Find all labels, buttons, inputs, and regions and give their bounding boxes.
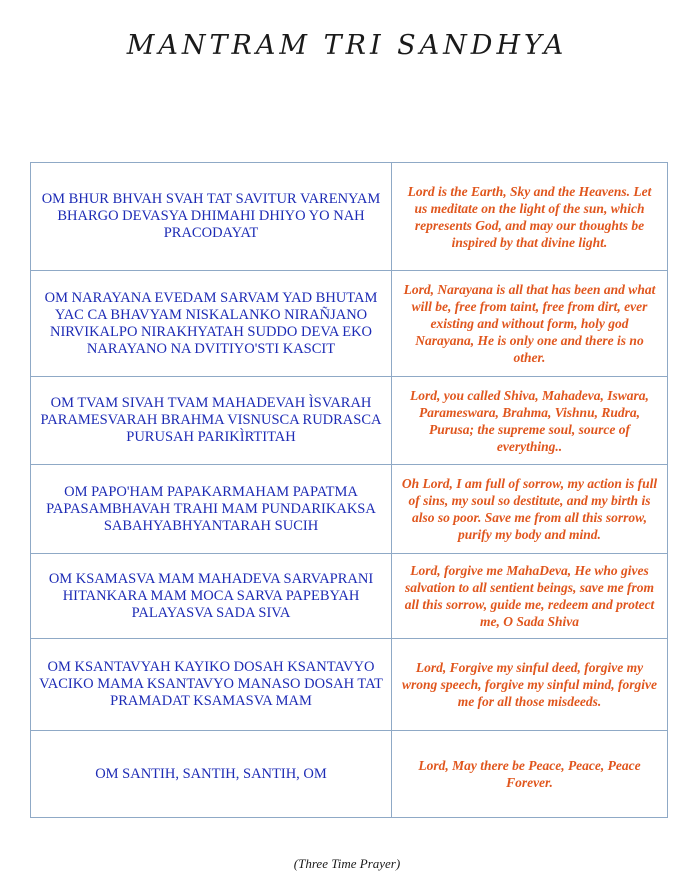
table-row	[31, 639, 668, 731]
translation-text: Lord, forgive me MahaDeva, He who gives salvation to all sentient beings, save me from all this sorrow, guide me, redeem and protect me, O Sada Shiva	[392, 554, 668, 639]
sanskrit-verse: OM TVAM SIVAH TVAM MAHADEVAH ÌSVARAH PARAMESVARAH BRAHMA VISNUSCA RUDRASCA PURUSAH PARIKÌRTITAH	[31, 377, 392, 465]
table-row	[31, 377, 668, 465]
sanskrit-verse: OM BHUR BHVAH SVAH TAT SAVITUR VARENYAM BHARGO DEVASYA DHIMAHI DHIYO YO NAH PRACODAYAT	[31, 163, 392, 271]
sanskrit-verse: OM KSANTAVYAH KAYIKO DOSAH KSANTAVYO VACIKO MAMA KSANTAVYO MANASO DOSAH TAT PRAMADAT KSAMASVA MAM	[31, 639, 392, 731]
table-row	[31, 731, 668, 818]
sanskrit-verse: OM SANTIH, SANTIH, SANTIH, OM	[31, 731, 392, 818]
table-row	[31, 271, 668, 377]
translation-text: Lord, Narayana is all that has been and what will be, free from taint, free from dirt, ever existing and without form, holy god Narayana, He is only one and there is no other.	[392, 271, 668, 377]
translation-text: Oh Lord, I am full of sorrow, my action is full of sins, my soul so destitute, and my birth is also so poor. Save me from all this sorrow, purify my body and mind.	[392, 465, 668, 554]
sanskrit-verse: OM KSAMASVA MAM MAHADEVA SARVAPRANI HITANKARA MAM MOCA SARVA PAPEBYAH PALAYASVA SADA SIVA	[31, 554, 392, 639]
translation-text: Lord, you called Shiva, Mahadeva, Iswara, Parameswara, Brahma, Vishnu, Rudra, Purusa; the supreme soul, source of everything..	[392, 377, 668, 465]
page-title: MANTRAM TRI SANDHYA	[126, 30, 568, 61]
translation-text: Lord, May there be Peace, Peace, Peace Forever.	[392, 731, 668, 818]
prayer-table	[30, 162, 668, 818]
sanskrit-verse: OM NARAYANA EVEDAM SARVAM YAD BHUTAM YAC CA BHAVYAM NISKALANKO NIRAÑJANO NIRVIKALPO NIRAKHYATAH SUDDO DEVA EKO NARAYANO NA DVITIYO'STI KASCIT	[31, 271, 392, 377]
table-row	[31, 465, 668, 554]
table-row	[31, 554, 668, 639]
sanskrit-verse: OM PAPO'HAM PAPAKARMAHAM PAPATMA PAPASAMBHAVAH TRAHI MAM PUNDARIKAKSA SABAHYABHYANTARAH SUCIH	[31, 465, 392, 554]
translation-text: Lord, Forgive my sinful deed, forgive my wrong speech, forgive my sinful mind, forgive me for all those misdeeds.	[392, 639, 668, 731]
footer-caption: (Three Time Prayer)	[293, 856, 401, 871]
translation-text: Lord is the Earth, Sky and the Heavens. Let us meditate on the light of the sun, which represents God, and may our thoughts be inspired by that divine light.	[392, 163, 668, 271]
table-row	[31, 163, 668, 271]
